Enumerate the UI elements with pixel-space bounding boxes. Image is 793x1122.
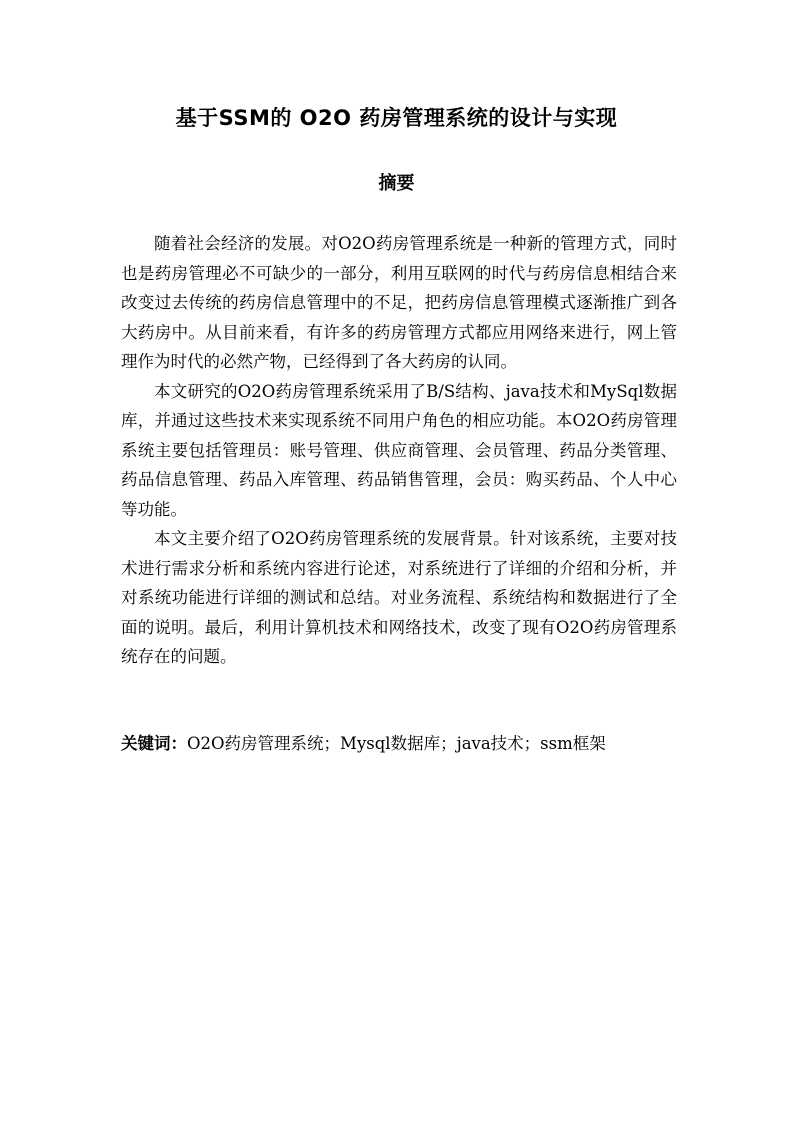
abstract-paragraph-3: 本文主要介绍了O2O药房管理系统的发展背景。针对该系统，主要对技术进行需求分析和系统内容进行论述，对系统进行了详细的介绍和分析，并对系统功能进行详细的测试和总结。对业务流程、系统结构和数据进行了全面的说明。最后，利用计算机技术和网络技术，改变了现有O2O药房管理系统存在的问题。 [121,529,677,666]
abstract-paragraph-2: 本文研究的O2O药房管理系统采用了B/S结构、java技术和MySql数据库，并通过这些技术来实现系统不同用户角色的相应功能。本O2O药房管理系统主要包括管理员：账号管理、供应商管理、会员管理、药品分类管理、药品信息管理、药品入库管理、药品销售管理，会员：购买药品、个人中心等功能。 [121,381,677,519]
abstract-body [121,229,677,672]
document-title: 基于SSM的 O2O 药房管理系统的设计与实现 [175,106,618,130]
abstract-heading: 摘要 [378,173,415,194]
abstract-paragraph-1: 随着社会经济的发展。对O2O药房管理系统是一种新的管理方式，同时也是药房管理必不可缺少的一部分，利用互联网的时代与药房信息相结合来改变过去传统的药房信息管理中的不足，把药房信息管理模式逐渐推广到各大药房中。从目前来看，有许多的药房管理方式都应用网络来进行，网上管理作为时代的必然产物，已经得到了各大药房的认同。 [121,234,677,371]
keywords-text: O2O药房管理系统；Mysql数据库；java技术；ssm框架 [187,734,606,753]
keywords-label: 关键词： [121,734,187,753]
keywords-line [121,729,677,758]
